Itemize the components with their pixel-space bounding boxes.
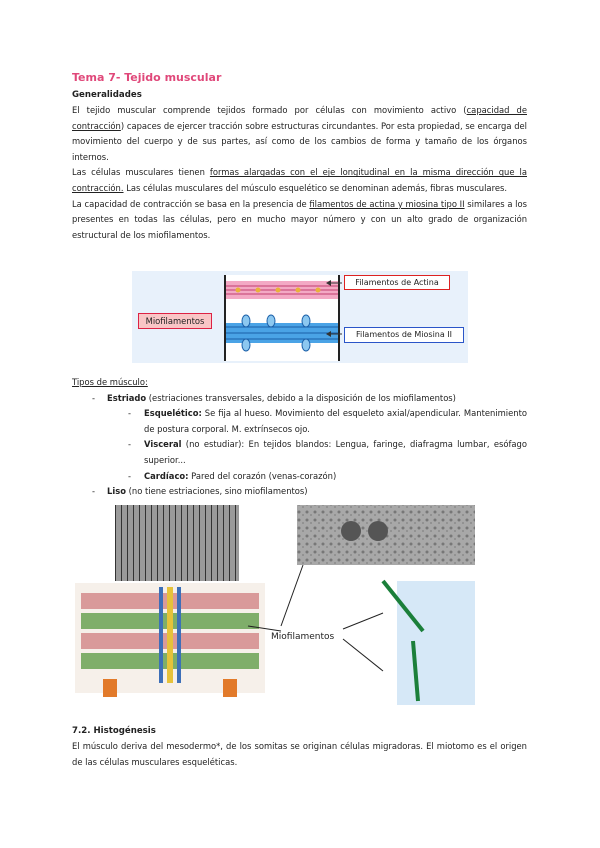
liso-label: Liso <box>107 486 126 497</box>
liso-text: (no tiene estriaciones, sino miofilamentos) <box>125 486 308 497</box>
micrograph-dot <box>368 521 388 541</box>
p1-underline: capacidad de contracción <box>72 105 527 131</box>
p2-text-a: Las células musculares tienen <box>72 167 210 178</box>
list-item-cardiaco: - Cardíaco: Pared del corazón (venas-corazón) <box>128 470 337 481</box>
p3-text-a: La capacidad de contracción se basa en la presencia de <box>72 198 310 209</box>
histogenesis-text: El músculo deriva del mesodermo*, de los somitas se originan células migradoras. El miotomo es el origen de las células musculares esqueléticas. <box>72 741 527 767</box>
list-item-visceral: - Visceral (no estudiar): En tejidos blandos: Lengua, faringe, diafragma lumbar, esófago superior... <box>128 439 527 465</box>
list-item-estriado: - Estriado (estriaciones transversales, debido a la disposición de los miofilamentos) <box>92 392 456 403</box>
esqueletico-text: Se fija al hueso. Movimiento del esqueleto axial/apendicular. Mantenimiento de postura corporal. M. extrínsecos ojo. <box>144 408 527 434</box>
p3-text-b: similares a los presentes en todas las células, pero en mucho mayor número y con un alto grado de organización estructural de los miofilamentos. <box>72 198 527 240</box>
list-item-esqueletico: - Esquelético: Se fija al hueso. Movimiento del esqueleto axial/apendicular. Mantenimiento de postura corporal. M. extrínsecos ojo. <box>128 408 527 434</box>
smooth-muscle-panel <box>397 581 475 705</box>
page-title: Tema 7- Tejido muscular <box>72 71 222 84</box>
micrograph-dot <box>341 521 361 541</box>
miofilamentos-figure <box>132 271 468 363</box>
paragraph-2 <box>72 165 527 196</box>
tipos-heading: Tipos de músculo: <box>72 377 148 387</box>
estriado-label: Estriado <box>107 392 147 403</box>
micrograph-striated <box>115 505 239 581</box>
p2-text-b: Las células musculares del músculo esquelético se denominan además, fibras musculares. <box>123 182 508 193</box>
paragraph-3 <box>72 197 527 244</box>
histology-svg <box>73 501 476 707</box>
visceral-label: Visceral <box>144 439 182 450</box>
histology-figure <box>73 501 476 707</box>
paragraph-1 <box>72 103 527 165</box>
sarcomere-diagram <box>224 275 340 361</box>
sarcomere-rows <box>81 587 259 683</box>
histogenesis-heading: 7.2. Histogénesis <box>72 726 156 736</box>
sarcomere-svg <box>226 275 338 361</box>
figure2-pointer-lines <box>248 565 383 671</box>
cardiaco-label: Cardíaco: <box>144 470 189 481</box>
p3-underline: filamentos de actina y miosina tipo II <box>309 198 465 209</box>
miosina-label: Filamentos de Miosina II <box>344 327 464 343</box>
miofilamentos-figure2-label: Miofilamentos <box>271 632 335 642</box>
p1-text-a: El tejido muscular comprende tejidos formado por células con movimiento activo ( <box>72 105 467 115</box>
miofilamentos-label: Miofilamentos <box>138 313 212 329</box>
list-item-liso: - Liso (no tiene estriaciones, sino miofilamentos) <box>92 486 308 497</box>
page-content <box>72 70 527 243</box>
p1-text-b: ) capaces de ejercer tracción sobre estructuras circundantes. Por esta propiedad, se encarga del movimiento del cuerpo y de sus partes, así como de los cambios de forma y tamaño de los órganos internos. <box>72 120 527 162</box>
visceral-text: (no estudiar): En tejidos blandos: Lengua, faringe, diafragma lumbar, esófago superior... <box>144 439 527 465</box>
estriado-text: (estriaciones transversales, debido a la disposición de los miofilamentos) <box>146 392 456 403</box>
p2-underline: formas alargadas con el eje longitudinal en la misma dirección que la contracción. <box>72 167 527 193</box>
histogenesis-section <box>72 724 527 770</box>
cardiaco-text: Pared del corazón (venas-corazón) <box>188 470 337 481</box>
tipos-musculo-list <box>72 375 527 500</box>
esqueletico-label: Esquelético: <box>144 408 202 419</box>
actina-label: Filamentos de Actina <box>344 275 450 290</box>
generalidades-heading: Generalidades <box>72 90 142 100</box>
